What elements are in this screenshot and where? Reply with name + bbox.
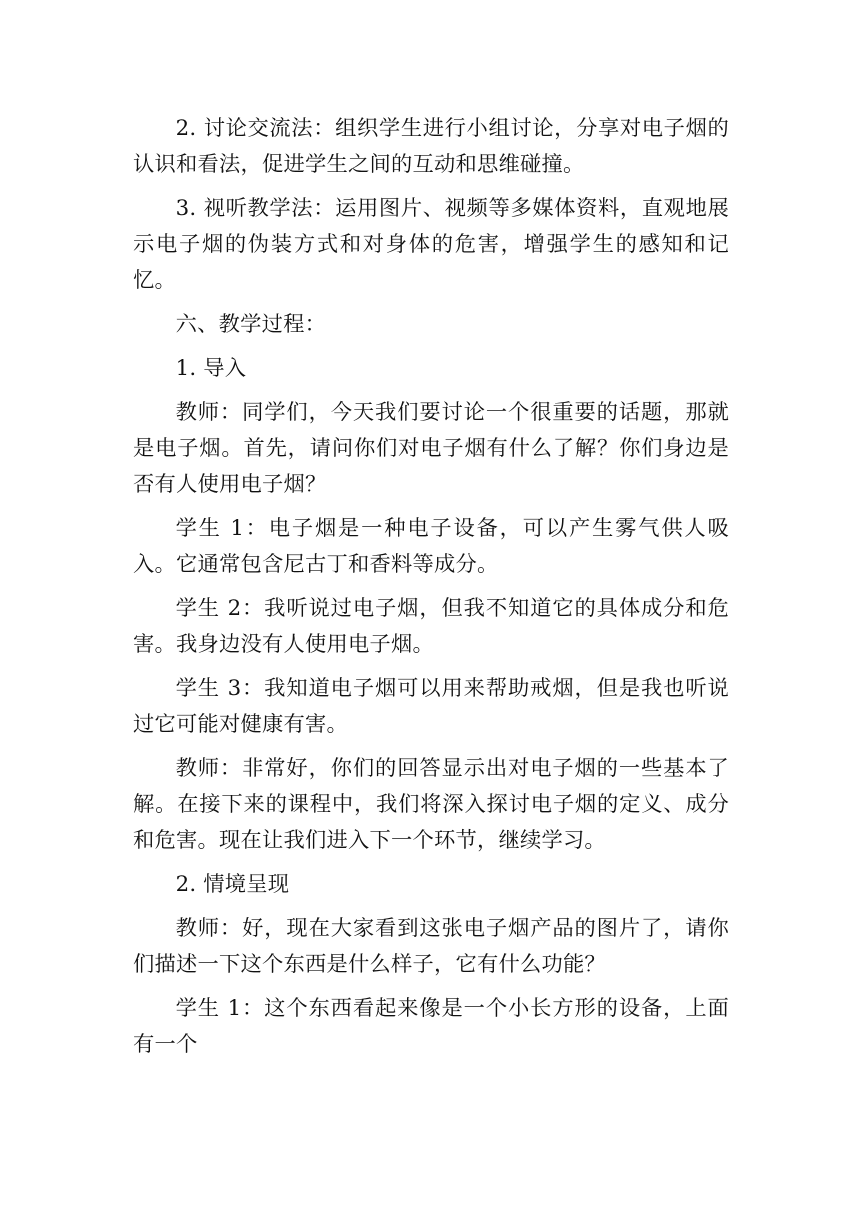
document-body xyxy=(133,111,729,1071)
paragraph-method-3: 3. 视听教学法：运用图片、视频等多媒体资料，直观地展示电子烟的伪装方式和对身体的危害，增强学生的感知和记忆。 xyxy=(133,196,729,293)
subheading-introduction: 1. 导入 xyxy=(175,356,247,381)
section-heading-teaching-process: 六、教学过程： xyxy=(175,312,327,337)
subheading-scenario-presentation: 2. 情境呈现 xyxy=(175,872,290,897)
paragraph-student-3: 学生 3：我知道电子烟可以用来帮助戒烟，但是我也听说过它可能对健康有害。 xyxy=(133,676,729,737)
paragraph-student-1: 学生 1：电子烟是一种电子设备，可以产生雾气供人吸入。它通常包含尼古丁和香料等成分。 xyxy=(133,516,729,577)
paragraph-teacher-response: 教师：非常好，你们的回答显示出对电子烟的一些基本了解。在接下来的课程中，我们将深入探讨电子烟的定义、成分和危害。现在让我们进入下一个环节，继续学习。 xyxy=(133,756,729,853)
paragraph-student-2: 学生 2：我听说过电子烟，但我不知道它的具体成分和危害。我身边没有人使用电子烟。 xyxy=(133,596,729,657)
paragraph-teacher-scenario: 教师：好，现在大家看到这张电子烟产品的图片了，请你们描述一下这个东西是什么样子，它有什么功能？ xyxy=(133,916,729,977)
paragraph-method-2: 2. 讨论交流法：组织学生进行小组讨论，分享对电子烟的认识和看法，促进学生之间的互动和思维碰撞。 xyxy=(133,116,729,177)
paragraph-student-1-description: 学生 1：这个东西看起来像是一个小长方形的设备，上面有一个 xyxy=(133,996,729,1057)
paragraph-teacher-intro: 教师：同学们，今天我们要讨论一个很重要的话题，那就是电子烟。首先，请问你们对电子烟有什么了解？你们身边是否有人使用电子烟？ xyxy=(133,400,729,497)
